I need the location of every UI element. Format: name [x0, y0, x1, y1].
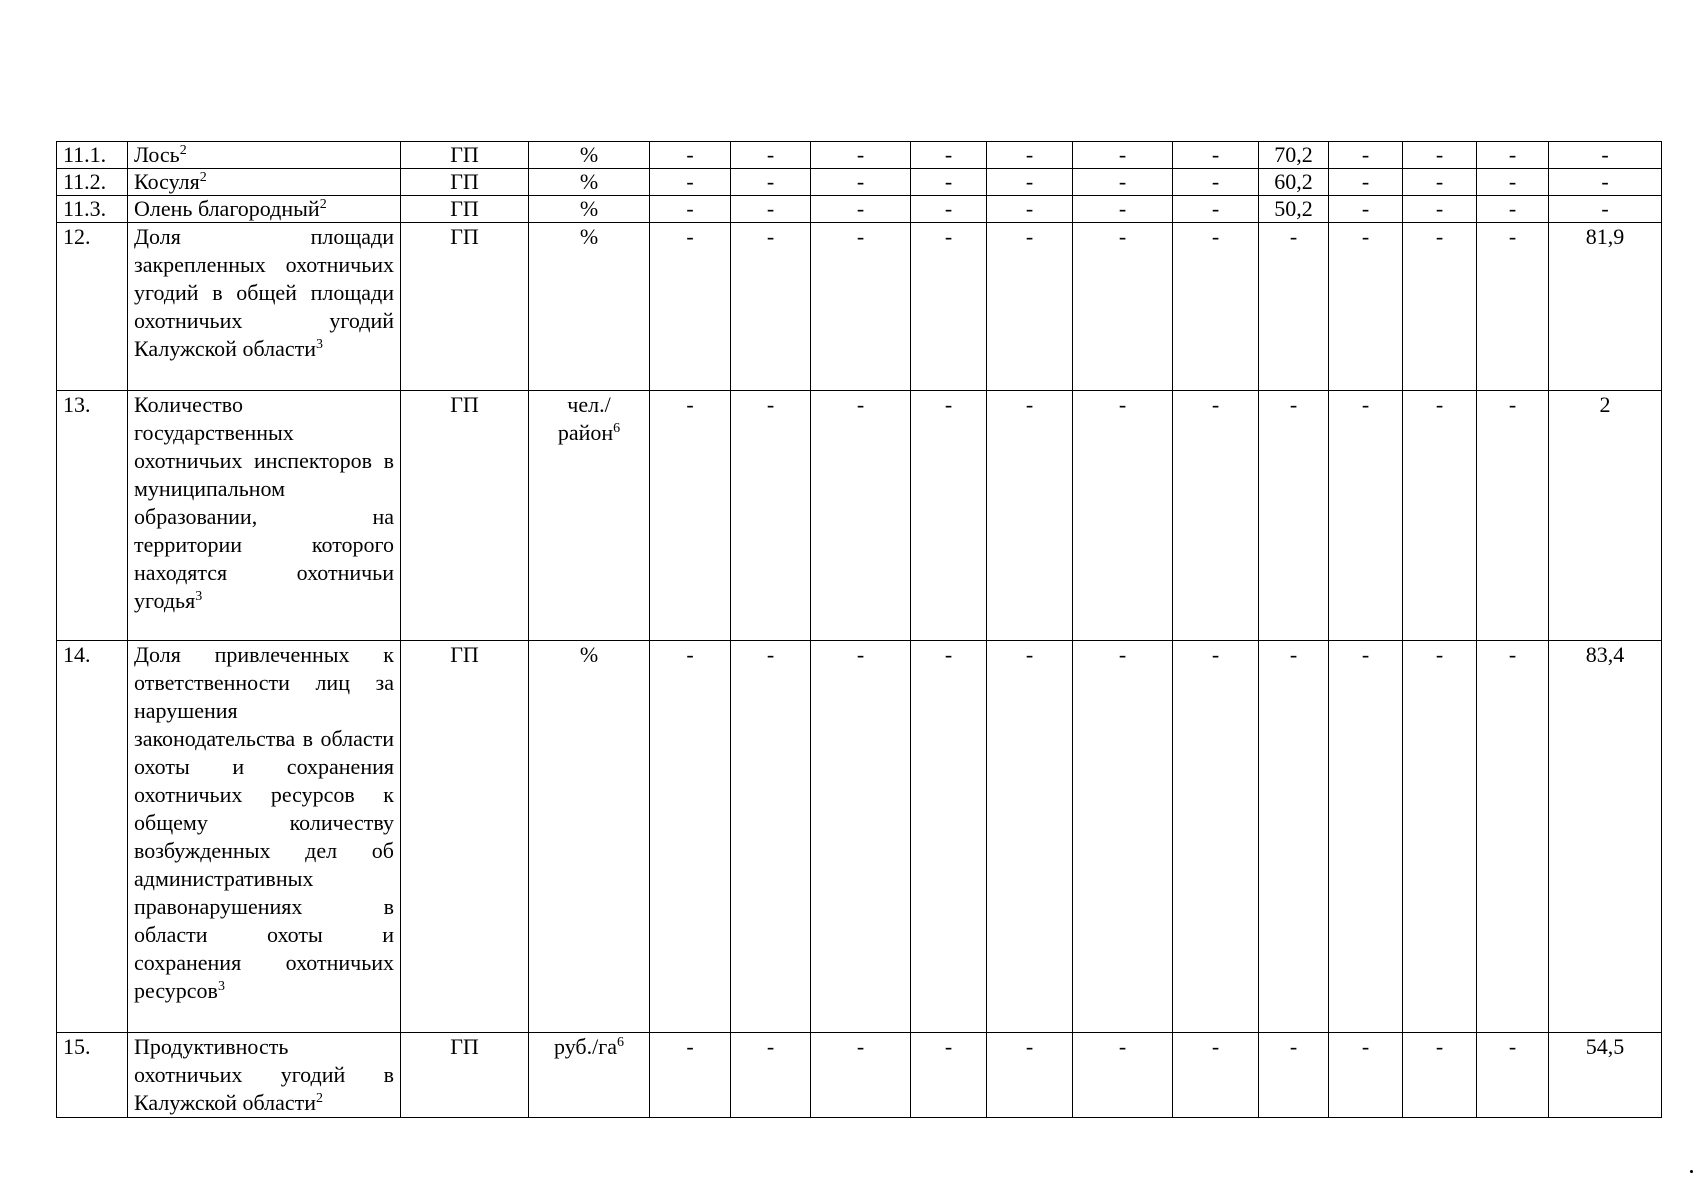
value-cell: -: [911, 169, 987, 196]
value-cell: -: [1403, 142, 1477, 169]
value-cell: -: [811, 142, 911, 169]
footnote-mark: 2: [315, 1091, 323, 1106]
indicators-table: [56, 141, 1662, 1118]
value-cell: -: [1173, 223, 1259, 391]
value-cell: -: [1329, 169, 1403, 196]
value-cell: -: [911, 1033, 987, 1118]
table-row: [57, 391, 1662, 641]
value-cell: -: [731, 641, 811, 1033]
value-cell: 70,2: [1259, 142, 1329, 169]
value-cell: -: [650, 1033, 731, 1118]
indicator-name-cell: [128, 223, 401, 391]
indicator-name-cell: [128, 196, 401, 223]
value-cell: -: [987, 391, 1073, 641]
value-cell: -: [1403, 196, 1477, 223]
value-cell: -: [731, 391, 811, 641]
value-cell: -: [1477, 142, 1549, 169]
program-code: ГП: [401, 223, 529, 391]
indicator-name-cell: [128, 169, 401, 196]
unit-label: %: [579, 642, 599, 667]
table-row: [57, 223, 1662, 391]
value-cell: -: [731, 223, 811, 391]
value-cell: -: [1403, 223, 1477, 391]
value-cell: -: [1403, 1033, 1477, 1118]
unit-label: %: [579, 224, 599, 249]
value-cell: 54,5: [1549, 1033, 1662, 1118]
value-cell: -: [1329, 391, 1403, 641]
unit-cell: [529, 223, 650, 391]
program-code: ГП: [401, 641, 529, 1033]
row-number: 11.1.: [57, 142, 128, 169]
value-cell: -: [987, 1033, 1073, 1118]
value-cell: -: [811, 196, 911, 223]
unit-label: %: [579, 142, 599, 167]
value-cell: -: [1477, 1033, 1549, 1118]
value-cell: -: [1173, 1033, 1259, 1118]
value-cell: -: [1073, 196, 1173, 223]
value-cell: -: [811, 223, 911, 391]
value-cell: -: [987, 196, 1073, 223]
unit-cell: [529, 142, 650, 169]
value-cell: -: [987, 142, 1073, 169]
footnote-mark: 3: [195, 589, 203, 604]
unit-cell: [529, 1033, 650, 1118]
value-cell: -: [650, 223, 731, 391]
table-body: [57, 142, 1662, 1118]
unit-label: %: [579, 196, 599, 221]
value-cell: -: [1259, 1033, 1329, 1118]
program-code: ГП: [401, 196, 529, 223]
value-cell: -: [1549, 142, 1662, 169]
value-cell: -: [911, 223, 987, 391]
value-cell: -: [650, 641, 731, 1033]
value-cell: -: [811, 169, 911, 196]
table-row: [57, 169, 1662, 196]
value-cell: -: [911, 641, 987, 1033]
program-code: ГП: [401, 169, 529, 196]
value-cell: -: [987, 641, 1073, 1033]
value-cell: -: [911, 142, 987, 169]
value-cell: -: [1073, 391, 1173, 641]
value-cell: -: [1403, 641, 1477, 1033]
value-cell: -: [987, 223, 1073, 391]
value-cell: -: [987, 169, 1073, 196]
value-cell: 83,4: [1549, 641, 1662, 1033]
value-cell: -: [1173, 196, 1259, 223]
footnote-mark: 2: [319, 197, 327, 212]
value-cell: -: [1073, 142, 1173, 169]
indicator-name-cell: [128, 641, 401, 1033]
indicator-name: Количество государственных охотничьих инспекторов в муниципальном образовании, на территории которого находятся охотничьи угодья: [134, 392, 394, 613]
indicator-name-cell: [128, 1033, 401, 1118]
value-cell: 60,2: [1259, 169, 1329, 196]
value-cell: -: [1477, 223, 1549, 391]
value-cell: -: [1173, 142, 1259, 169]
value-cell: -: [811, 1033, 911, 1118]
value-cell: -: [1549, 169, 1662, 196]
value-cell: -: [1259, 223, 1329, 391]
unit-cell: [529, 391, 650, 641]
program-code: ГП: [401, 142, 529, 169]
value-cell: -: [1073, 1033, 1173, 1118]
value-cell: -: [1329, 641, 1403, 1033]
row-number: 13.: [57, 391, 128, 641]
row-number: 15.: [57, 1033, 128, 1118]
indicator-name: Доля площади закрепленных охотничьих угодий в общей площади охотничьих угодий Калужской области: [134, 224, 394, 361]
row-number: 11.2.: [57, 169, 128, 196]
indicator-name: Доля привлеченных к ответственности лиц за нарушения законодательства в области охоты и сохранения охотничьих ресурсов к общему количеству возбужденных дел об административных правонарушениях в области охоты и сохранения охотничьих ресурсов: [134, 642, 394, 1003]
value-cell: -: [1329, 1033, 1403, 1118]
footnote-mark: 2: [199, 170, 207, 185]
value-cell: -: [650, 169, 731, 196]
value-cell: -: [1549, 196, 1662, 223]
unit-cell: [529, 196, 650, 223]
value-cell: -: [1403, 391, 1477, 641]
value-cell: -: [650, 391, 731, 641]
table-row: [57, 641, 1662, 1033]
value-cell: -: [1073, 169, 1173, 196]
value-cell: -: [1477, 169, 1549, 196]
value-cell: -: [731, 142, 811, 169]
indicator-name: Олень благородный: [134, 196, 320, 221]
unit-label: руб./га: [553, 1034, 617, 1059]
table-row: [57, 196, 1662, 223]
row-number: 12.: [57, 223, 128, 391]
value-cell: -: [1477, 196, 1549, 223]
value-cell: -: [650, 142, 731, 169]
table-row: [57, 1033, 1662, 1118]
footnote-mark: 3: [315, 337, 323, 352]
value-cell: -: [1477, 391, 1549, 641]
value-cell: -: [1173, 641, 1259, 1033]
footnote-mark: 2: [179, 143, 187, 158]
value-cell: -: [731, 196, 811, 223]
value-cell: -: [811, 641, 911, 1033]
value-cell: -: [731, 169, 811, 196]
value-cell: -: [650, 196, 731, 223]
scan-speck: [1690, 1170, 1693, 1173]
value-cell: -: [811, 391, 911, 641]
indicator-name-cell: [128, 142, 401, 169]
indicator-name-cell: [128, 391, 401, 641]
value-cell: 81,9: [1549, 223, 1662, 391]
value-cell: -: [1259, 641, 1329, 1033]
value-cell: -: [1073, 223, 1173, 391]
value-cell: -: [731, 1033, 811, 1118]
value-cell: -: [1329, 223, 1403, 391]
unit-footnote-mark: 6: [613, 421, 621, 436]
value-cell: -: [911, 391, 987, 641]
value-cell: 50,2: [1259, 196, 1329, 223]
row-number: 11.3.: [57, 196, 128, 223]
value-cell: -: [1329, 142, 1403, 169]
indicator-name: Косуля: [134, 169, 200, 194]
table-row: [57, 142, 1662, 169]
indicator-name: Продуктивность охотничьих угодий в Калужской области: [134, 1034, 394, 1115]
value-cell: -: [1403, 169, 1477, 196]
indicator-name: Лось: [134, 142, 180, 167]
value-cell: -: [1073, 641, 1173, 1033]
unit-cell: [529, 641, 650, 1033]
value-cell: -: [1259, 391, 1329, 641]
value-cell: -: [1477, 641, 1549, 1033]
unit-footnote-mark: 6: [617, 1035, 624, 1050]
footnote-mark: 3: [217, 979, 225, 994]
row-number: 14.: [57, 641, 128, 1033]
value-cell: -: [1173, 391, 1259, 641]
value-cell: 2: [1549, 391, 1662, 641]
value-cell: -: [911, 196, 987, 223]
unit-cell: [529, 169, 650, 196]
program-code: ГП: [401, 1033, 529, 1118]
value-cell: -: [1173, 169, 1259, 196]
value-cell: -: [1329, 196, 1403, 223]
program-code: ГП: [401, 391, 529, 641]
unit-label: чел./ район: [557, 392, 614, 445]
unit-label: %: [579, 169, 599, 194]
